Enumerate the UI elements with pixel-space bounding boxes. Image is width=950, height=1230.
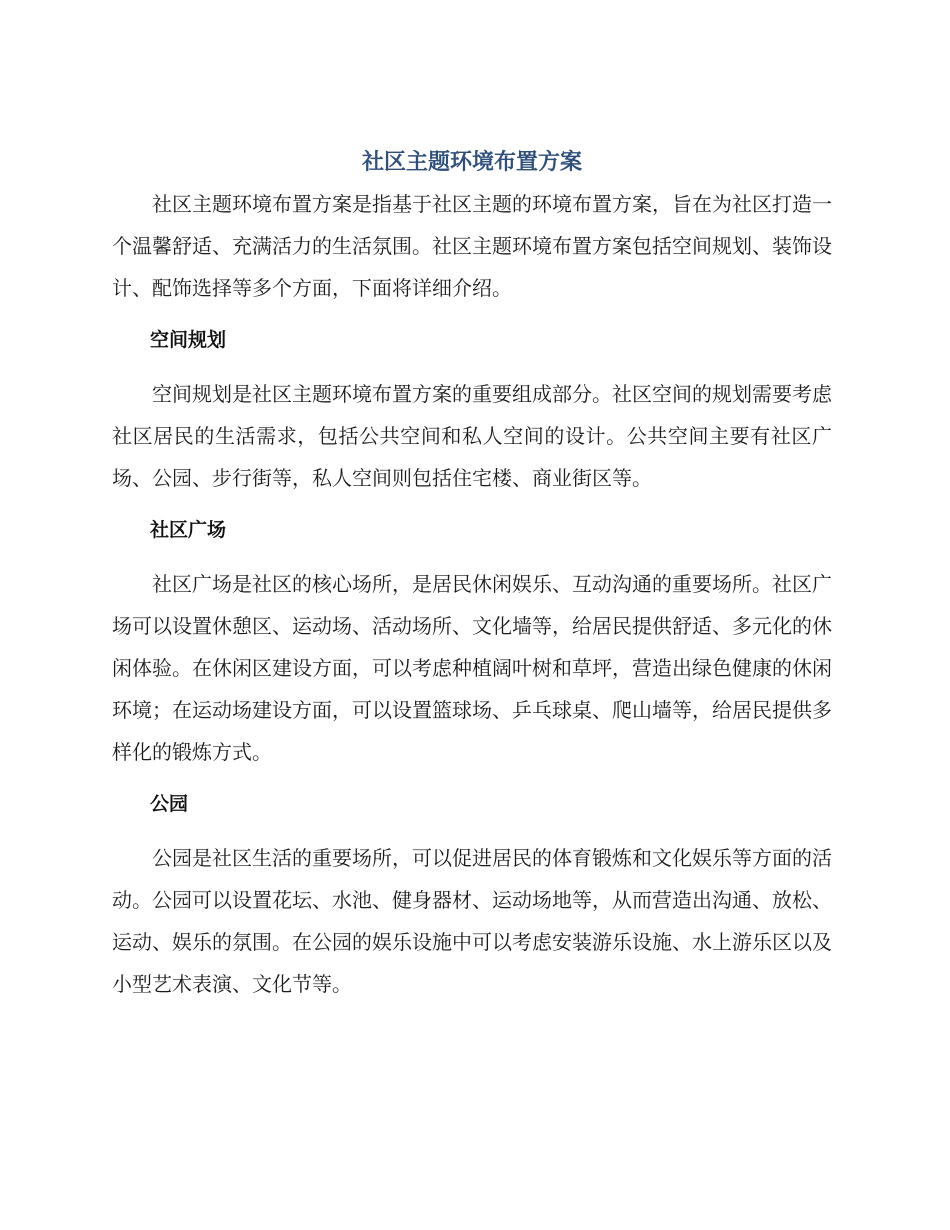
section-body-space-planning: 空间规划是社区主题环境布置方案的重要组成部分。社区空间的规划需要考虑社区居民的生活需求，包括公共空间和私人空间的设计。公共空间主要有社区广场、公园、步行街等，私人空间则包括住宅楼、商业街区等。 (112, 382, 832, 490)
document-body (112, 143, 832, 1005)
section-body-community-square: 社区广场是社区的核心场所，是居民休闲娱乐、互动沟通的重要场所。社区广场可以设置休憩区、运动场、活动场所、文化墙等，给居民提供舒适、多元化的休闲体验。在休闲区建设方面，可以考虑种植阔叶树和草坪，营造出绿色健康的休闲环境；在运动场建设方面，可以设置篮球场、乒乓球桌、爬山墙等，给居民提供多样化的锻炼方式。 (112, 572, 832, 764)
section-heading-park: 公园 (150, 793, 189, 815)
section-heading-space-planning: 空间规划 (150, 329, 227, 351)
intro-paragraph: 社区主题环境布置方案是指基于社区主题的环境布置方案，旨在为社区打造一个温馨舒适、充满活力的生活氛围。社区主题环境布置方案包括空间规划、装饰设计、配饰选择等多个方面，下面将详细介绍。 (112, 192, 832, 300)
document-title: 社区主题环境布置方案 (361, 150, 582, 175)
section-heading-community-square: 社区广场 (150, 519, 227, 541)
section-body-park: 公园是社区生活的重要场所，可以促进居民的体育锻炼和文化娱乐等方面的活动。公园可以设置花坛、水池、健身器材、运动场地等，从而营造出沟通、放松、运动、娱乐的氛围。在公园的娱乐设施中可以考虑安装游乐设施、水上游乐区以及小型艺术表演、文化节等。 (112, 846, 832, 996)
